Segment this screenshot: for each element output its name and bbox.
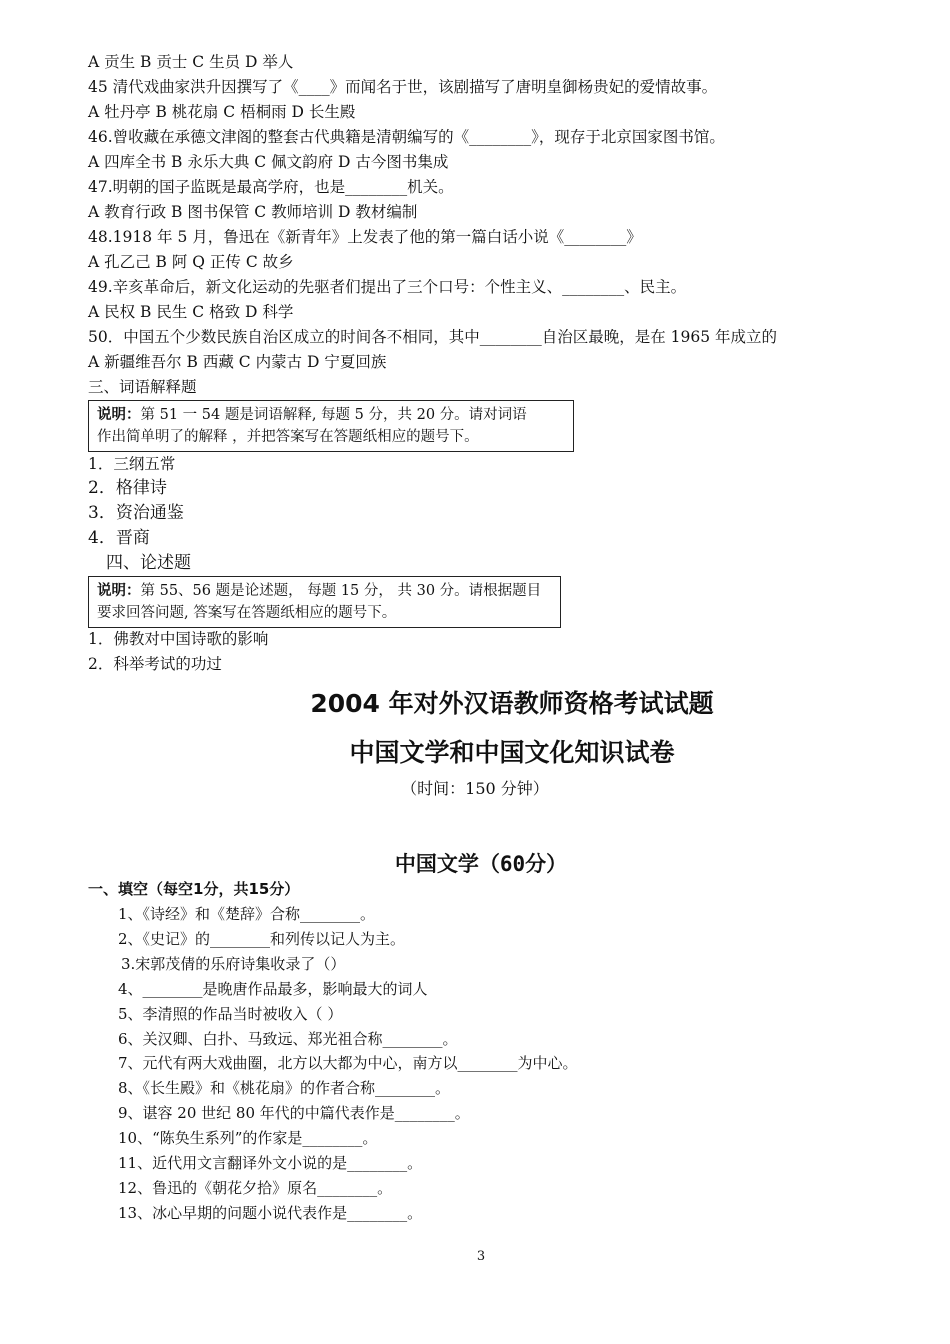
answer-options-48: A 孔乙己 B 阿 Q 正传 C 故乡 — [88, 253, 294, 271]
instruction-line-2: 要求回答问题, 答案写在答题纸相应的题号下。 — [97, 605, 397, 621]
instruction-line-1 — [97, 404, 565, 426]
term-item: 4．晋商 — [88, 528, 150, 548]
answer-options-45: A 牡丹亭 B 桃花扇 C 梧桐雨 D 长生殿 — [88, 103, 356, 121]
time-note: （时间：150 分钟） — [401, 779, 549, 798]
question-48: 48.1918 年 5 月，鲁迅在《新青年》上发表了他的第一篇白话小说《________》 — [88, 228, 642, 246]
exam-title: 2004 年对外汉语教师资格考试试题 — [310, 689, 714, 718]
fill-question: 1、《诗经》和《楚辞》合称________。 — [118, 905, 376, 923]
question-45: 45 清代戏曲家洪升因撰写了《____》而闻名于世，该剧描写了唐明皇御杨贵妃的爱情故事。 — [88, 78, 718, 96]
question-46: 46.曾收藏在承德文津阁的整套古代典籍是清朝编写的《________》，现存于北京国家图书馆。 — [88, 128, 725, 146]
instruction-box-terms — [88, 400, 574, 452]
instruction-line-1 — [97, 580, 552, 602]
fill-question: 3.宋郭茂倩的乐府诗集收录了（） — [121, 955, 346, 973]
instruction-label: 说明： — [97, 583, 141, 599]
section-3-heading: 三、词语解释题 — [88, 378, 197, 396]
fill-question: 8、《长生殿》和《桃花扇》的作者合称________。 — [118, 1079, 451, 1097]
essay-item: 2．科举考试的功过 — [88, 655, 222, 673]
question-49: 49.辛亥革命后，新文化运动的先驱者们提出了三个口号：个性主义、________、民主。 — [88, 278, 687, 296]
exam-subtitle: 中国文学和中国文化知识试卷 — [349, 738, 675, 767]
part-title: 中国文学（60分） — [394, 852, 568, 876]
section-4-heading: 四、论述题 — [106, 553, 191, 573]
fill-question: 4、________是晚唐作品最多，影响最大的词人 — [118, 980, 428, 998]
question-50: 50．中国五个少数民族自治区成立的时间各不相同，其中________自治区最晚，是在 1965 年成立的 — [88, 328, 778, 346]
instruction-line-2: 作出简单明了的解释 ，并把答案写在答题纸相应的题号下。 — [97, 429, 479, 445]
fill-question: 6、关汉卿、白扑、马致远、郑光祖合称________。 — [118, 1030, 458, 1048]
fill-question: 5、李清照的作品当时被收入（ ） — [118, 1005, 343, 1023]
question-47: 47.明朝的国子监既是最高学府，也是________机关。 — [88, 178, 454, 196]
term-item: 3．资治通鉴 — [88, 503, 184, 523]
instruction-text: 第 51 一 54 题是词语解释, 每题 5 分，共 20 分。请对词语 — [140, 407, 527, 423]
fill-section-heading: 一、填空（每空1分，共15分） — [88, 880, 300, 898]
fill-question: 12、鲁迅的《朝花夕拾》原名________。 — [118, 1179, 393, 1197]
answer-options-50: A 新疆维吾尔 B 西藏 C 内蒙古 D 宁夏回族 — [88, 353, 387, 371]
answer-options-44: A 贡生 B 贡士 C 生员 D 举人 — [88, 53, 294, 71]
fill-question: 9、谌容 20 世纪 80 年代的中篇代表作是________。 — [118, 1104, 470, 1122]
answer-options-49: A 民权 B 民生 C 格致 D 科学 — [88, 303, 294, 321]
term-item: 2．格律诗 — [88, 478, 167, 498]
instruction-box-essays — [88, 576, 561, 628]
term-item: 1．三纲五常 — [88, 455, 176, 473]
fill-question: 13、冰心早期的问题小说代表作是________。 — [118, 1204, 423, 1222]
essay-item: 1．佛教对中国诗歌的影响 — [88, 630, 269, 648]
fill-question: 11、近代用文言翻译外文小说的是________。 — [118, 1154, 423, 1172]
instruction-text: 第 55、56 题是论述题， 每题 15 分， 共 30 分。请根据题目 — [140, 583, 542, 599]
page-number: 3 — [476, 1249, 486, 1264]
fill-question: 7、元代有两大戏曲圈，北方以大都为中心，南方以________为中心。 — [118, 1054, 578, 1072]
answer-options-47: A 教育行政 B 图书保管 C 教师培训 D 教材编制 — [88, 203, 418, 221]
instruction-label: 说明： — [97, 407, 141, 423]
answer-options-46: A 四库全书 B 永乐大典 C 佩文韵府 D 古今图书集成 — [88, 153, 449, 171]
fill-question: 2、《史记》的________和列传以记人为主。 — [118, 930, 406, 948]
fill-question: 10、“陈奂生系列”的作家是________。 — [118, 1129, 378, 1147]
